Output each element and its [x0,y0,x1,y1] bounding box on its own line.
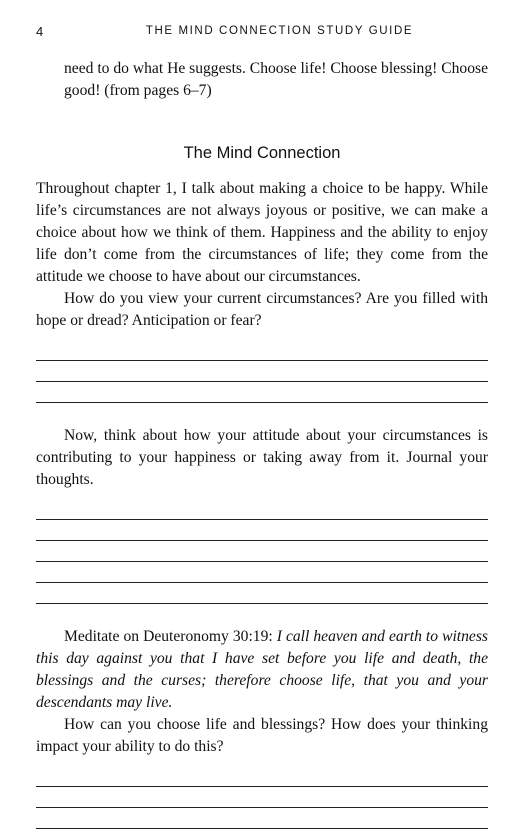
question-1: How do you view your current circumstances? Are you filled with hope or dread? Anticipation or fear? [36,290,488,329]
answer-lines-2[interactable] [36,499,488,604]
meditate-verse: I call heaven and earth to witness this day against you that I have set before you life and death, the blessings and the curses; therefore choose life, that you and your descendants may live. [36,628,488,711]
question-2: Now, think about how your attitude about your circumstances is contributing to your happiness or taking away from it. Journal your thoughts. [36,427,488,488]
write-line[interactable] [36,361,488,382]
question-3: How can you choose life and blessings? How does your thinking impact your ability to do this? [36,716,488,755]
section-heading: The Mind Connection [183,144,341,162]
write-line[interactable] [36,562,488,583]
write-line[interactable] [36,340,488,361]
page-number: 4 [36,24,44,39]
write-line[interactable] [36,520,488,541]
answer-lines-1[interactable] [36,340,488,403]
running-head: THE MIND CONNECTION STUDY GUIDE [145,25,414,37]
write-line[interactable] [36,499,488,520]
meditate-paragraph [36,626,488,714]
continued-text: need to do what He suggests. Choose life! Choose blessing! Choose good! (from pages 6–7) [64,60,489,99]
write-line[interactable] [36,787,488,808]
write-line[interactable] [36,541,488,562]
write-line[interactable] [36,766,488,787]
write-line[interactable] [36,583,488,604]
meditate-prefix: Meditate on Deuteronomy 30:19: [64,628,277,645]
intro-paragraph: Throughout chapter 1, I talk about making a choice to be happy. While life’s circumstances are not always joyous or positive, we can make a choice about how we think of them. Happiness and the ability to enjoy life don’t come from the circumstances of life; they come from the attitude we choose to have about our circumstances. [36,180,488,285]
answer-lines-3[interactable] [36,766,488,829]
page-content [36,58,488,829]
write-line[interactable] [36,808,488,829]
write-line[interactable] [36,382,488,403]
